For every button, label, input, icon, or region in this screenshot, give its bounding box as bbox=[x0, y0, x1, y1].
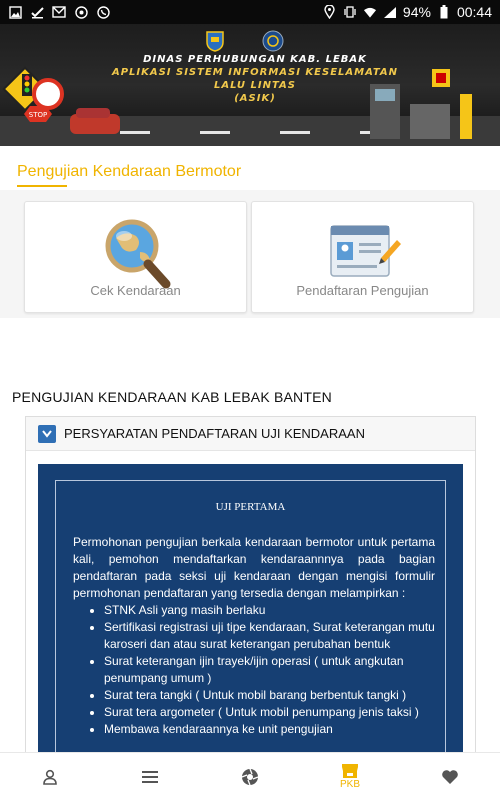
battery-level: 94% bbox=[402, 4, 431, 20]
list-item: • Sertifikasi registrasi uji tipe kendaraan, Surat keterangan mutu karoseri dan atau surat keterangan perubahan bentuk bbox=[104, 619, 435, 653]
clock: 00:44 bbox=[456, 4, 492, 20]
system-icons bbox=[323, 4, 492, 20]
location-icon bbox=[323, 5, 337, 19]
status-bar bbox=[0, 0, 500, 24]
road-stripe bbox=[200, 131, 230, 134]
requirements-list bbox=[104, 602, 435, 738]
menu-icon bbox=[141, 770, 159, 784]
wifi-icon bbox=[363, 5, 377, 19]
store-icon bbox=[341, 763, 359, 779]
box-title: UJI PERTAMA bbox=[215, 501, 286, 513]
transport-ministry-emblem bbox=[262, 30, 284, 52]
nav-aperture[interactable] bbox=[200, 753, 300, 800]
pendaftaran-pengujian-card[interactable] bbox=[251, 201, 474, 313]
section-underline bbox=[17, 185, 67, 187]
banner-text bbox=[90, 54, 420, 104]
heart-icon bbox=[441, 769, 459, 785]
vibrate-icon bbox=[343, 5, 357, 19]
camera-lens-icon bbox=[74, 5, 88, 19]
list-item: • Surat tera argometer ( Untuk mobil penumpang jenis taksi ) bbox=[104, 704, 435, 721]
road-stripe bbox=[280, 131, 310, 134]
requirements-paragraph: Permohonan pengujian berkala kendaraan bermotor untuk pertama kali, pemohon mendaftarkan kendaraannnya pada bagian pendaftaran pada seksi uji kendaraan dengan mengisi formulir permohonan pendaftaran yang tersedia dengan melampirkan : bbox=[73, 535, 435, 600]
nav-favorite[interactable] bbox=[400, 753, 500, 800]
svg-text:STOP: STOP bbox=[28, 111, 48, 119]
whatsapp-icon bbox=[96, 5, 110, 19]
bottom-navigation bbox=[0, 752, 500, 800]
battery-icon bbox=[437, 5, 451, 19]
gallery-icon bbox=[8, 5, 22, 19]
banner-agency: DINAS PERHUBUNGAN KAB. LEBAK bbox=[143, 54, 367, 65]
list-item: • Membawa kendaraannya ke unit pengujian bbox=[104, 721, 435, 738]
nav-profile[interactable] bbox=[0, 753, 100, 800]
card-label: Cek Kendaraan bbox=[90, 283, 181, 298]
signal-icon bbox=[383, 5, 397, 19]
banner-acronym: (ASIK) bbox=[234, 93, 276, 104]
notification-icons bbox=[8, 5, 110, 19]
nav-menu[interactable] bbox=[100, 753, 200, 800]
chevron-down-icon[interactable] bbox=[38, 425, 56, 443]
banner-app-name-2: LALU LINTAS bbox=[214, 80, 296, 91]
accordion-header[interactable] bbox=[26, 417, 475, 451]
banner-app-name: APLIKASI SISTEM INFORMASI KESELAMATAN bbox=[111, 67, 399, 78]
list-item: • Surat tera tangki ( Untuk mobil barang berbentuk tangki ) bbox=[104, 687, 435, 704]
regency-emblem bbox=[205, 30, 225, 52]
aperture-icon bbox=[241, 768, 259, 786]
page-heading: PENGUJIAN KENDARAAN KAB LEBAK BANTEN bbox=[12, 389, 332, 405]
registration-form-icon bbox=[323, 212, 403, 292]
accordion-title: PERSYARATAN PENDAFTARAN UJI KENDARAAN bbox=[64, 426, 365, 441]
requirements-accordion bbox=[25, 416, 476, 756]
cek-kendaraan-card[interactable] bbox=[24, 201, 247, 313]
nav-label: PKB bbox=[339, 779, 360, 790]
gmail-icon bbox=[52, 5, 66, 19]
magnifier-globe-icon bbox=[96, 212, 176, 292]
requirements-content bbox=[55, 480, 446, 770]
header-banner bbox=[0, 24, 500, 146]
user-icon bbox=[42, 769, 58, 785]
list-item: • Surat keterangan ijin trayek/ijin operasi ( untuk angkutan penumpang umum ) bbox=[104, 653, 435, 687]
list-item: • STNK Asli yang masih berlaku bbox=[104, 602, 435, 619]
nav-pkb[interactable] bbox=[300, 753, 400, 800]
checkbox-icon bbox=[30, 5, 44, 19]
section-title: Pengujian Kendaraan Bermotor bbox=[17, 163, 242, 180]
card-label: Pendaftaran Pengujian bbox=[296, 283, 429, 298]
requirements-box bbox=[38, 464, 463, 764]
